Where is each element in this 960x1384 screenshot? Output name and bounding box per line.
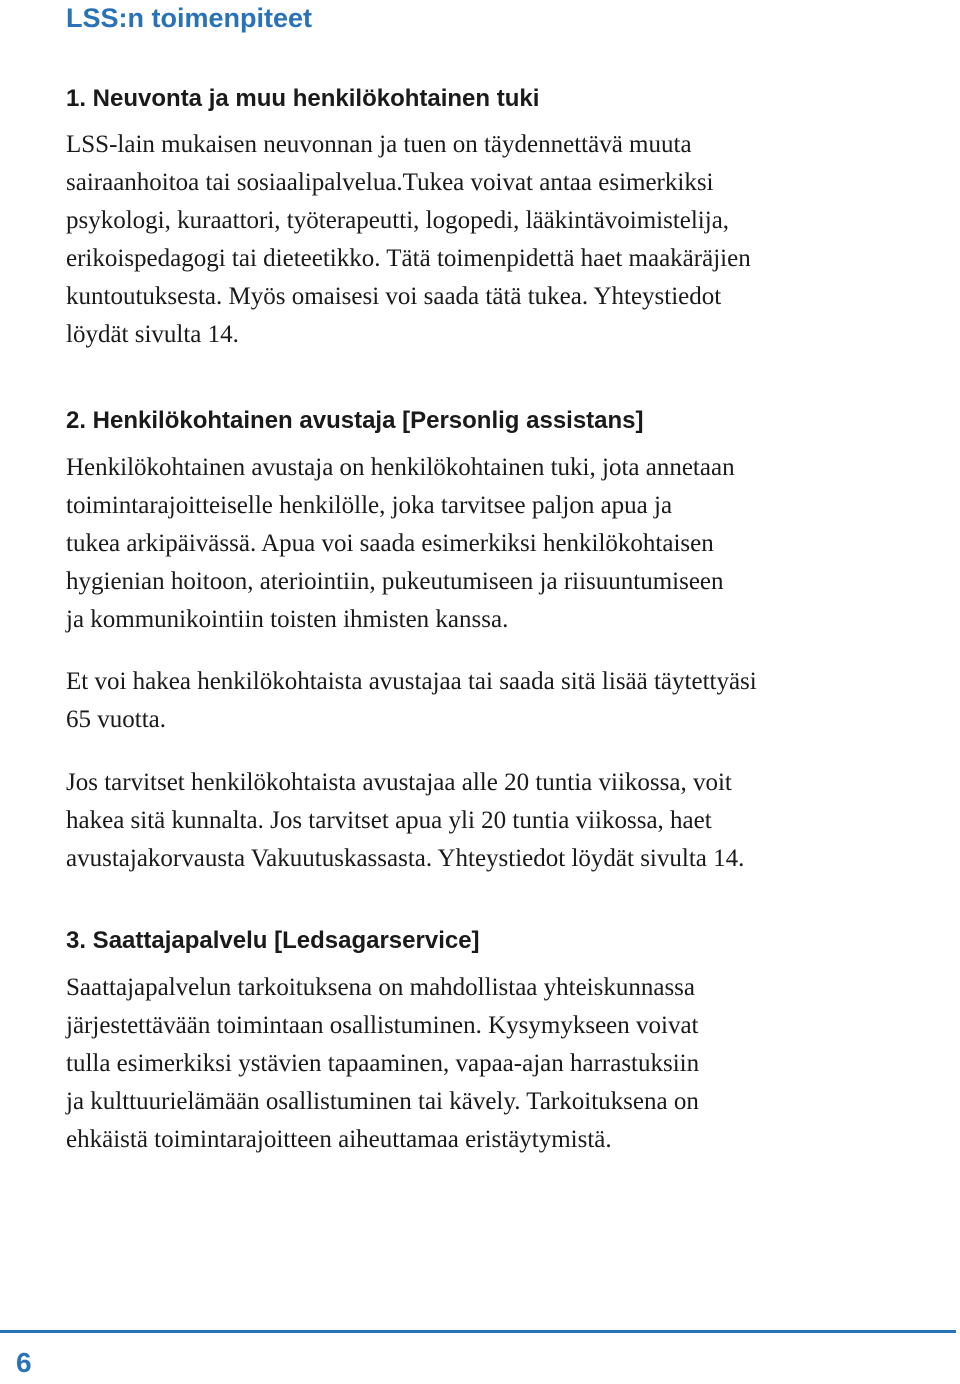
section-paragraph — [66, 764, 926, 878]
section-paragraph — [66, 663, 926, 739]
section-paragraph — [66, 126, 926, 354]
text-line: järjestettävään toimintaan osallistuminen. Kysymykseen voivat — [66, 1012, 699, 1039]
text-line: avustajakorvausta Vakuutuskassasta. Yhteystiedot löydät sivulta 14. — [66, 845, 745, 872]
text-line: Et voi hakea henkilökohtaista avustajaa tai saada sitä lisää täytettyäsi — [66, 668, 757, 695]
text-line: ja kulttuurielämään osallistuminen tai kävely. Tarkoituksena on — [66, 1088, 699, 1115]
text-line: erikoispedagogi tai dieteetikko. Tätä toimenpidettä haet maakäräjien — [66, 245, 751, 272]
section-heading-saattajapalvelu: 3. Saattajapalvelu [Ledsagarservice] — [66, 927, 480, 954]
text-line: psykologi, kuraattori, työterapeutti, logopedi, lääkintävoimistelija, — [66, 207, 730, 234]
text-line: ehkäistä toimintarajoitteen aiheuttamaa eristäytymistä. — [66, 1126, 612, 1153]
text-line: Jos tarvitset henkilökohtaista avustajaa alle 20 tuntia viikossa, voit — [66, 769, 732, 796]
text-line: kuntoutuksesta. Myös omaisesi voi saada tätä tukea. Yhteystiedot — [66, 283, 722, 310]
text-line: toimintarajoitteiselle henkilölle, joka tarvitsee paljon apua ja — [66, 492, 673, 519]
text-line: LSS-lain mukaisen neuvonnan ja tuen on täydennettävä muuta — [66, 131, 692, 158]
text-line: 65 vuotta. — [66, 706, 166, 733]
section-paragraph — [66, 449, 926, 639]
page-title: LSS:n toimenpiteet — [66, 3, 313, 33]
text-line: löydät sivulta 14. — [66, 321, 239, 348]
text-line: hygienian hoitoon, ateriointiin, pukeutumiseen ja riisuuntumiseen — [66, 568, 724, 595]
text-line: sairaanhoitoa tai sosiaalipalvelua.Tukea voivat antaa esimerkiksi — [66, 169, 714, 196]
section-heading-henkilokohtainen-avustaja: 2. Henkilökohtainen avustaja [Personlig assistans] — [66, 407, 644, 434]
text-line: tulla esimerkiksi ystävien tapaaminen, vapaa-ajan harrastuksiin — [66, 1050, 700, 1077]
footer-divider — [0, 1330, 956, 1333]
page-number: 6 — [16, 1347, 32, 1378]
text-line: Henkilökohtainen avustaja on henkilökohtainen tuki, jota annetaan — [66, 454, 735, 481]
section-heading-neuvonta: 1. Neuvonta ja muu henkilökohtainen tuki — [66, 85, 540, 112]
text-line: tukea arkipäivässä. Apua voi saada esimerkiksi henkilökohtaisen — [66, 530, 714, 557]
text-line: Saattajapalvelun tarkoituksena on mahdollistaa yhteiskunnassa — [66, 974, 696, 1001]
text-line: hakea sitä kunnalta. Jos tarvitset apua yli 20 tuntia viikossa, haet — [66, 807, 712, 834]
text-line: ja kommunikointiin toisten ihmisten kanssa. — [66, 606, 509, 633]
section-paragraph — [66, 969, 926, 1159]
